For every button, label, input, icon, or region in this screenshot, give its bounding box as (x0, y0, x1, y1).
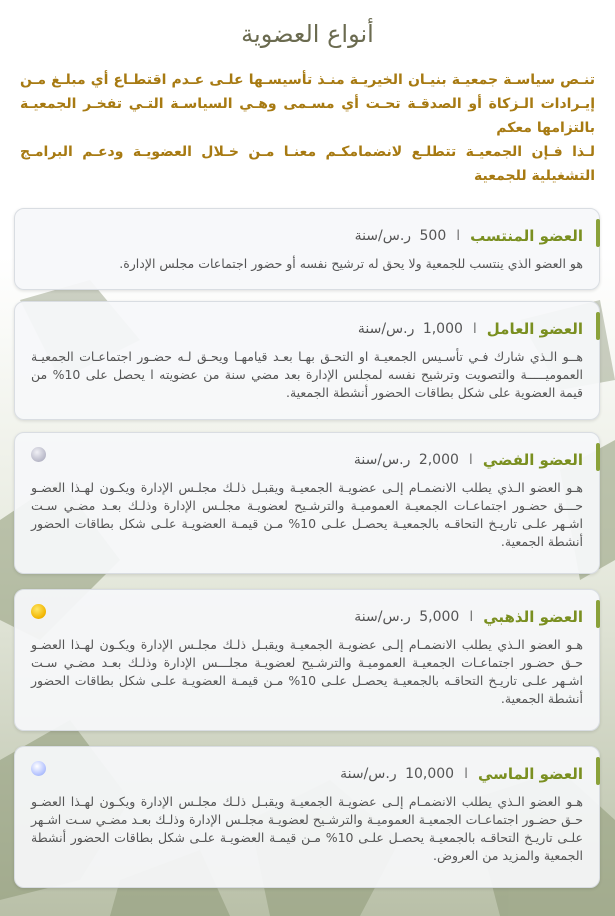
membership-price (355, 228, 447, 244)
intro-paragraph-2: لـذا فـإن الجمعيـة تتطلـع لانضمامكـم معنـا مـن خـلال العضويـة ودعـم البرامـج التشغيلية للجمعية (20, 144, 595, 184)
membership-name: العضو الماسي (477, 765, 583, 783)
membership-description: هو العضو الذي ينتسب للجمعية ولا يحق له ترشيح نفسه أو حضور اجتماعات مجلس الإدارة. (119, 256, 583, 271)
membership-description: هـو العضو الـذي يطلب الانضمـام إلـى عضويـة الجمعيـة ويقبـل ذلـك مجلـس الإدارة ويكـون لهـذا العضـو حـق حضـور اجتماعـات الجمعيـة العموميـة والترشـيح لعضويـة مجلـس الإدارة وذلـك بعـد مضـي سـت اشـهر علـى تاريـخ التحاقـه بالجمعيـة يحصـل علـى 10% مـن قيمـة العضويـة علـى شكل بطاقات الحضور أنشطة الجمعية والمزيد من العروض. (31, 794, 583, 863)
membership-description: هـو العضو الـذي يطلب الانضمـام إلـى عضويـة الجمعيـة ويقبـل ذلـك مجلـس الإدارة ويكـون لهـذا العضـو حـــق حضـور اجتماعـات الجمعيـة العموميـة والترشـيح لعضويـة مجلـس الإدارة وذلـك بعـد مضـي سـت اشـهر علـى تاريـخ التحاقـه بالجمعيـة يحصـل علـى 10% مـن قيمـة العضويـة علـى شكل بطاقات الحضور أنشطة الجمعية. (31, 480, 583, 549)
membership-card-silver[interactable] (14, 432, 600, 574)
card-header (31, 447, 583, 473)
page-title: أنواع العضوية (241, 20, 374, 48)
membership-card-affiliate[interactable] (14, 208, 600, 290)
intro-text (20, 68, 595, 188)
membership-card-working[interactable] (14, 301, 600, 420)
separator: ا (472, 321, 477, 337)
price-unit: ر.س/سنة (353, 452, 411, 468)
membership-price (358, 321, 463, 337)
membership-name: العضو العامل (486, 320, 583, 338)
diamond-medal-icon (31, 761, 46, 776)
gold-medal-icon (31, 604, 46, 619)
price-value: 10,000 (405, 766, 455, 782)
card-header (31, 761, 583, 787)
membership-price (354, 452, 459, 468)
silver-medal-icon (31, 447, 46, 462)
separator: ا (468, 452, 473, 468)
price-unit: ر.س/سنة (354, 228, 412, 244)
card-header (31, 604, 583, 630)
price-value: 500 (419, 228, 447, 244)
separator: ا (464, 766, 468, 782)
separator: ا (469, 609, 474, 625)
membership-name: العضو الفضي (482, 451, 583, 469)
membership-card-diamond[interactable] (14, 746, 600, 888)
card-header (31, 223, 583, 249)
price-value: 2,000 (418, 452, 459, 468)
intro-paragraph-1: تنـص سياسـة جمعيـة بنيـان الخيريـة منـذ تأسيسـها علـى عـدم اقتطـاع أي مبلـغ مـن إيـرادات الـزكاة أو الصدقـة تحـت أي مسـمى وهـي السياسـة التـي تفخـر الجمعيـة بالتزامها معكم (20, 72, 595, 136)
price-unit: ر.س/سنة (340, 766, 397, 782)
card-header (31, 316, 583, 342)
membership-card-gold[interactable] (14, 589, 600, 731)
membership-name: العضو المنتسب (470, 227, 583, 245)
price-unit: ر.س/سنة (357, 321, 415, 337)
membership-description: هــو الـذي شارك فـي تأسـيس الجمعيـة او التحـق بهـا بعـد قيامهـا ويحـق لـه حضـور اجتماعـات الجمعيـة العموميـــــة والتصويت وترشيح نفسه لمجلس الإدارة بعد مضي سنة من عضويته ا يحصل على 10% من قيمة العضوية على شكل بطاقات الحضور أنشطة الجمعية. (31, 349, 584, 400)
membership-description: هـو العضو الـذي يطلب الانضمـام إلـى عضويـة الجمعيـة ويقبـل ذلـك مجلـس الإدارة ويكـون لهـذا العضـو حـق حضـور اجتماعـات الجمعيـة العموميـة والترشـيح لعضويـة مجلـــس الإدارة وذلـك بعـد مضـي سـت اشـهر علـى تاريـخ التحاقـه بالجمعيـة يحصـل علـى 10% مـن قيمـة العضويـة علـى شكل بطاقات الحضور أنشطة الجمعية. (31, 637, 583, 706)
price-value: 5,000 (419, 609, 460, 625)
price-unit: ر.س/سنة (354, 609, 411, 625)
membership-name: العضو الذهبي (483, 608, 583, 626)
membership-price (354, 609, 459, 625)
separator: ا (456, 228, 461, 244)
membership-price (340, 766, 454, 782)
price-value: 1,000 (422, 321, 463, 337)
